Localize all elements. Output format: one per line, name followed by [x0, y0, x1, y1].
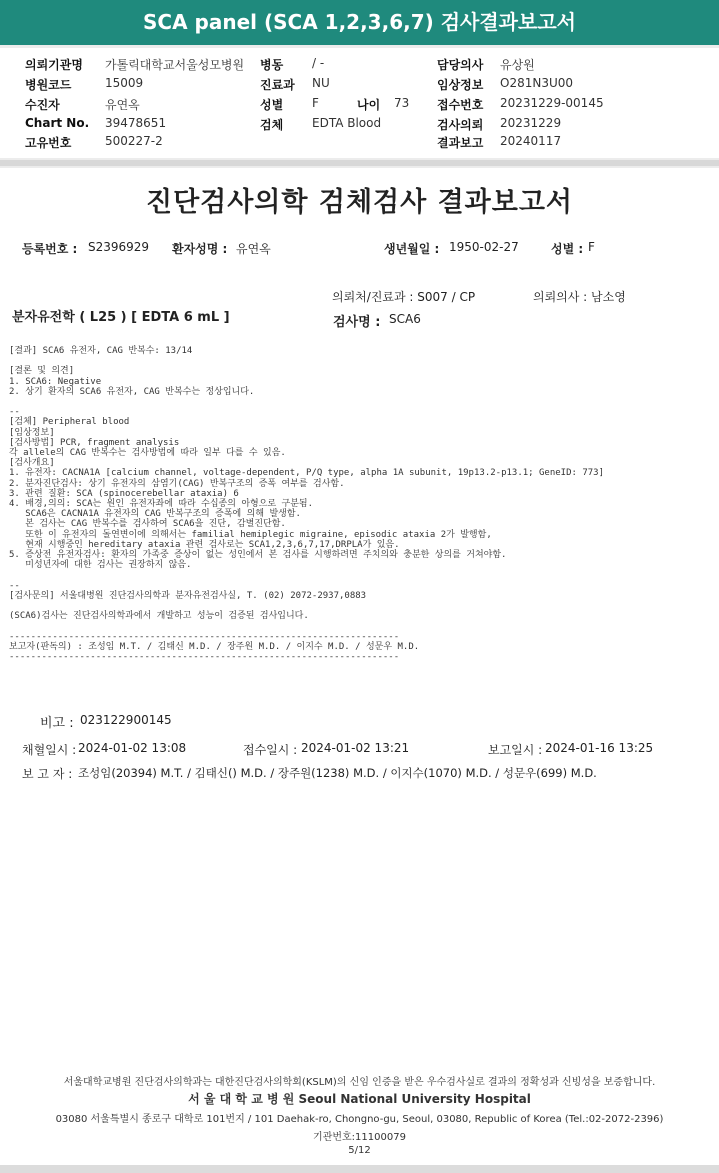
code-label: 병원코드 — [25, 78, 72, 92]
result-text-line: [임상정보] — [9, 427, 55, 438]
report-title: 진단검사의학 검체검사 결과보고서 — [145, 187, 574, 218]
unique-label: 고유번호 — [25, 136, 72, 150]
result-text-line: (SCA6)검사는 진단검사의학과에서 개발하고 성능이 검증된 검사입니다. — [9, 611, 309, 622]
report-date-value: 20240117 — [500, 134, 562, 148]
note-value: 023122900145 — [80, 713, 172, 727]
result-text-line: 3. 관련 질환: SCA (spinocerebellar ataxia) 6 — [9, 488, 239, 499]
result-text-line: 미성년자에 대한 검사는 권장하지 않음. — [9, 560, 192, 571]
result-text-line: 2. 분자진단검사: 상기 유전자의 삼염기(CAG) 반복구조의 증폭 여부를 검사함. — [9, 478, 345, 489]
result-text-line: 각 allele의 CAG 반복수는 검사방법에 따라 일부 다를 수 있음. — [9, 448, 286, 459]
age-label: 나이 — [357, 98, 381, 112]
divider — [0, 160, 719, 166]
patient-value: 유연옥 — [105, 98, 140, 112]
result-text-block — [9, 346, 604, 662]
ward-label: 병동 — [260, 58, 284, 72]
reporter-value: 조성임(20394) M.T. / 김태신() M.D. / 장주원(1238) M.D. / 이지수(1070) M.D. / 성문우(699) M.D. — [78, 766, 597, 780]
test-value: SCA6 — [389, 312, 421, 326]
result-text-line: 보고자(판독의) : 조성임 M.T. / 김태신 M.D. / 장주원 M.D. / 이지수 M.D. / 성문우 M.D. — [9, 641, 420, 652]
name-value: 유연옥 — [236, 242, 271, 256]
note-label: 비고 : — [40, 716, 74, 731]
result-text-line: 또한 이 유전자의 돌연변이에 의해서는 familial hemiplegic migraine, episodic ataxia 2가 발행함, — [9, 529, 492, 540]
certification-text: 서울대학교병원 진단검사의학과는 대한진단검사의학회(KSLM)의 신임 인증을 받은 우수검사실로 결과의 정확성과 신빙성을 보증합니다. — [63, 1077, 656, 1088]
birth-value: 1950-02-27 — [449, 240, 519, 254]
result-text-line: 5. 증상전 유전자검사: 환자의 가족중 증상이 없는 성인에서 본 검사를 시행하려면 주치의와 충분한 상의를 거쳐야함. — [9, 550, 507, 561]
sex-value-2: F — [588, 240, 595, 254]
report-dt-label: 보고일시 : — [488, 743, 543, 757]
doctor-value: 유상원 — [500, 58, 535, 72]
ward-value: / - — [312, 56, 325, 70]
result-text-line: [검사문의] 서울대병원 진단검사의학과 분자유전검사실, T. (02) 2072-2937,0883 — [9, 590, 367, 601]
dept-line: 의뢰처/진료과 : S007 / CP — [332, 290, 476, 304]
reg-value: S2396929 — [88, 240, 150, 254]
specimen-label: 검체 — [260, 118, 284, 132]
result-text-line — [9, 570, 604, 580]
birth-label: 생년월일 : — [384, 242, 440, 256]
result-text-line — [9, 621, 604, 631]
result-text-line: 현재 시행중인 hereditary ataxia 관련 검사로는 SCA1,2,3,6,7,17,DRPLA가 있음. — [9, 539, 400, 550]
receive-value: 2024-01-02 13:21 — [301, 741, 410, 755]
test-label: 검사명 : — [333, 315, 381, 330]
result-text-line: 4. 배경,의의: SCA는 원인 유전자좌에 따라 수십종의 아형으로 구분됨. — [9, 499, 314, 510]
result-text-line: 1. 유전자: CACNA1A [calcium channel, voltage-dependent, P/Q type, alpha 1A subunit, 19p13.2-p13.1; GeneID: 773] — [9, 468, 605, 479]
result-text-line: [검사개요] — [9, 458, 55, 469]
institution-number: 기관번호:11100079 — [313, 1132, 406, 1143]
sex-value: F — [312, 96, 319, 110]
request-label: 검사의뢰 — [437, 118, 484, 132]
reg-label: 등록번호 : — [22, 242, 78, 256]
report-date-label: 결과보고 — [437, 136, 484, 150]
age-value: 73 — [394, 96, 410, 110]
patient-label: 수진자 — [25, 98, 60, 112]
result-text-line: [결과] SCA6 유전자, CAG 반복수: 13/14 — [9, 346, 193, 356]
dept-label: 진료과 — [260, 78, 295, 92]
report-header-title: SCA panel (SCA 1,2,3,6,7) 검사결과보고서 — [0, 0, 719, 45]
result-text-line: ------------------------------------------------------------------------ — [9, 631, 400, 642]
result-text-line: ------------------------------------------------------------------------ — [9, 652, 400, 663]
result-text-line — [9, 601, 604, 611]
hospital-address: 03080 서울특별시 종로구 대학로 101번지 / 101 Daehak-ro, Chongno-gu, Seoul, 03080, Republic of Korea (Tel.:02-2072-2396) — [55, 1114, 664, 1125]
reporter-label: 보 고 자 : — [22, 767, 73, 781]
result-text-line: -- — [9, 407, 20, 418]
chart-value: 39478651 — [105, 116, 167, 130]
dept-value: NU — [312, 76, 330, 90]
receipt-label: 접수번호 — [437, 98, 484, 112]
result-text-line: [검체] Peripheral blood — [9, 417, 130, 428]
request-value: 20231229 — [500, 116, 562, 130]
hospital-name: 서 울 대 학 교 병 원 Seoul National University Hospital — [188, 1092, 531, 1106]
chart-label: Chart No. — [25, 116, 90, 130]
hospital-label: 의뢰기관명 — [25, 58, 83, 72]
section-title: 분자유전학 ( L25 ) [ EDTA 6 mL ] — [12, 310, 230, 325]
result-text-line: -- — [9, 580, 20, 591]
sex-label: 성별 — [260, 98, 284, 112]
clinical-value: O281N3U00 — [500, 76, 574, 90]
sex-label-2: 성별 : — [551, 242, 584, 256]
request-info-panel — [0, 48, 719, 158]
unique-value: 500227-2 — [105, 134, 163, 148]
result-text-line: SCA6은 CACNA1A 유전자의 CAG 반복구조의 증폭에 의해 발생함. — [9, 509, 301, 520]
page-number: 5/12 — [348, 1145, 371, 1156]
result-text-line — [9, 356, 604, 366]
code-value: 15009 — [105, 76, 144, 90]
result-text-line: 2. 상기 환자의 SCA6 유전자, CAG 반복수는 정상입니다. — [9, 386, 255, 397]
result-text-line: [결론 및 의견] — [9, 366, 75, 377]
name-label: 환자성명 : — [172, 242, 228, 256]
report-dt-value: 2024-01-16 13:25 — [545, 741, 654, 755]
hospital-value: 가톨릭대학교서울성모병원 — [105, 58, 245, 72]
clinical-label: 임상정보 — [437, 78, 484, 92]
result-text-line: [검사방법] PCR, fragment analysis — [9, 437, 180, 448]
doctor-label: 담당의사 — [437, 58, 484, 72]
result-text-line: 1. SCA6: Negative — [9, 376, 102, 387]
result-text-line: 본 검사는 CAG 반복수를 검사하여 SCA6을 진단, 감별진단함. — [9, 519, 286, 530]
receipt-value: 20231229-00145 — [500, 96, 604, 110]
page-bottom-edge — [0, 1165, 719, 1173]
receive-label: 접수일시 : — [243, 743, 298, 757]
collect-label: 채혈일시 : — [22, 743, 77, 757]
report-page — [0, 168, 719, 1165]
doctor-line: 의뢰의사 : 남소영 — [533, 290, 626, 304]
specimen-value: EDTA Blood — [312, 116, 382, 130]
result-text-line — [9, 397, 604, 407]
collect-value: 2024-01-02 13:08 — [78, 741, 187, 755]
